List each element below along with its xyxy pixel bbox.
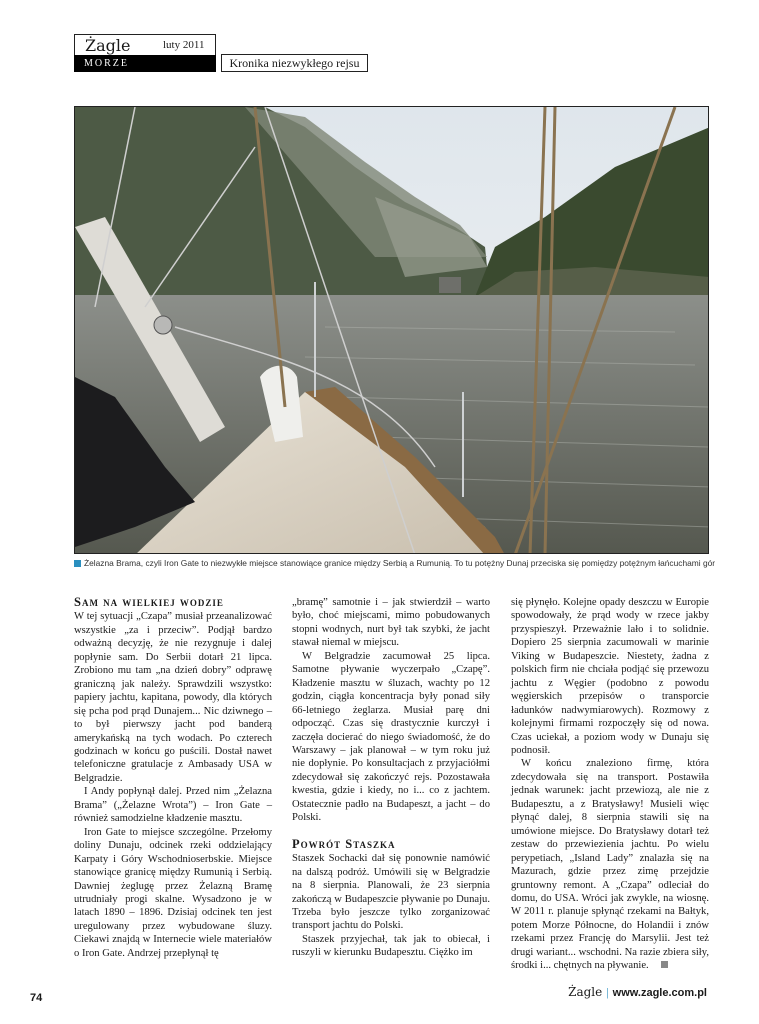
caption-marker-icon [74, 560, 81, 567]
article-series-title: Kronika niezwykłego rejsu [221, 54, 368, 72]
footer-website-link[interactable]: www.zagle.com.pl [612, 987, 707, 999]
paragraph: W Belgradzie zacumował 25 lipca. Samotne pływanie wyczerpało „Czapę”. Kładzenie masztu w śluzach, wachty po 12 godzin, ciągła koncentracja były ponad siły 66-letniego żeglarza. Musiał parę dni odpocząć. Czas się drastycznie kurczył i zaczęła docierać do niego świadomość, że do Warszawy – jak planował – w tym roku już nie dopłynie. Po konsultacjach z przyjaciółmi zdecydował się zakończyć rejs. Pozostawała kwestia, gdzie i kiedy, no i... co z jachtem. Ostatecznie padło na Budapeszt, a jacht – do Polski. [292, 650, 490, 824]
issue-date: luty 2011 [163, 39, 205, 51]
end-of-article-icon [661, 961, 668, 968]
section-label: MORZE [74, 55, 216, 72]
magazine-name: Żagle [85, 36, 131, 55]
article-column-1 [74, 596, 272, 960]
article-column-3 [511, 596, 709, 973]
paragraph: się płynęło. Kolejne opady deszczu w Europie spowodowały, że prąd wody w rzece jakby przyspieszył. Przeważnie lało i to solidnie. Dopiero 25 sierpnia zacumowali w marinie Viking w Budapeszcie. Niestety, żadna z polskich firm nie chciała podjąć się przewozu jachtu z Węgier (podobno z powodu węgierskich przepisów o transporcie ładunków nadwymiarowych). Rozmowy z kolejnymi firmami rozpoczęły się od nowa. Czas uciekał, a poziom wody w Dunaju się podnosił. [511, 597, 709, 756]
danube-yacht-photo [75, 107, 709, 554]
paragraph: I Andy popłynął dalej. Przed nim „Żelazna Brama” („Żelazne Wrota”) – Iron Gate – również samodzielne kładzenie masztu. [74, 786, 272, 825]
footer-magazine-name: Żagle [568, 985, 603, 999]
article-photo [74, 106, 709, 554]
paragraph [511, 757, 709, 972]
article-column-2 [292, 596, 490, 960]
paragraph: „bramę” samotnie i – jak stwierdził – warto było, choć miejscami, mimo pobudowanych stopni wodnych, nurt był tak szybki, że jacht stawał niemal w miejscu. [292, 597, 490, 649]
paragraph: W tej sytuacji „Czapa” musiał przeanalizować wszystkie „za i przeciw”. Podjął bardzo odważną decyzję, że nie rezygnuje i dalej popłynie sam. Do Serbii dotarł 21 lipca. Zrobiono mu tam „na dzień dobry” odprawę graniczną jak należy. Sprawdzili wszystko: papiery jachtu, kapitana, powody, dla których się pcha pod prąd Dunajem... Nic dziwnego – to był pierwszy jacht pod banderą amerykańską na tych wodach. Po czterech godzinach w końcu go puścili. Dostał nawet telefoniczne gratulacje z Ambasady USA w Belgradzie. [74, 611, 272, 784]
subheading-powrot-staszka: Powrót Staszka [292, 836, 396, 851]
paragraph: Iron Gate to miejsce szczególne. Przełomy doliny Dunaju, odcinek rzeki oddzielający Karpaty i Góry Wschodnioserbskie. Miejsce stanowiące granicę między Rumunią i Serbią. Dawniej żeglugę przez Żelazną Bramę utrudniały progi skalne. Wysadzono je w latach 1890 – 1896. Dzisiaj odcinek ten jest uregulowany przez wybudowane śluzy. Ciekawi znajdą w Internecie wiele materiałów o Iron Gate. Andrzej przepłynął tę [74, 826, 272, 959]
paragraph: Staszek Sochacki dał się ponownie namówić na dalszą podróż. Umówili się w Belgradzie na 8 sierpnia. Planowali, że 23 sierpnia zakończą w Budapeszcie pływanie po Dunaju. Trzeba było jeszcze tylko zorganizować transport jachtu do Polski. [292, 853, 490, 932]
paragraph: Staszek przyjechał, tak jak to obiecał, i ruszyli w kierunku Budapesztu. Ciężko im [292, 933, 490, 959]
caption-text: Żelazna Brama, czyli Iron Gate to niezwykłe miejsce stanowiące granice między Serbią a Rumunią. To tu potężny Dunaj przeciska się pomiędzy potężnym łańcuchami gór [84, 558, 716, 568]
footer-branding [568, 985, 707, 1000]
paragraph-text: W końcu znaleziono firmę, która zdecydowała się na transport. Postawiła jednak warunek: jacht przewiozą, ale nie z Budapesztu, a z Bratysławy! Musieli więc płynąć dalej, 8 sierpnia stawili się na umówione miejsce. Do Bratysławy dotarł też zestaw do przewiezienia jachtu. Po wielu perypetiach, „Island Lady” znalazła się na Mazurach, gdzie przez zimę przejdzie gruntowny remont. A „Czapa” odleciał do domu, do USA. Wróci jak zwykle, na wiosnę. W 2011 r. planuje spłynąć rzekami na Bałtyk, potem Morze Północne, do Holandii i znów rzekami przez Francję do Marsylii. Jest też drugi wariant... wschodni. Na razie zbiera siły, środki i... chętnych na pływanie. [511, 758, 709, 972]
magazine-header-box [74, 34, 216, 56]
subheading-sam-na-wielkiej-wodzie: Sam na wielkiej wodzie [74, 595, 224, 609]
page-number: 74 [30, 992, 43, 1004]
footer-separator: | [606, 985, 609, 999]
photo-caption [74, 558, 714, 568]
